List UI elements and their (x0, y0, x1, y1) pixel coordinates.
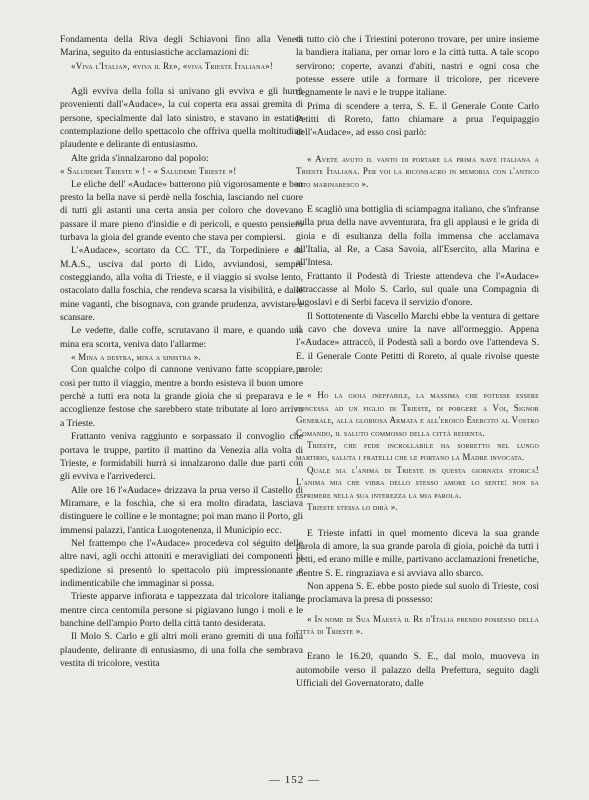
paragraph: Prima di scendere a terra, S. E. il Generale Conte Carlo Petitti di Roreto, fatto chiamare a prua l'equipaggio dell'«Audace», ad esso così parlò: (296, 100, 539, 139)
paragraph: « In nome di Sua Maestà il Re d'Italia prendo possesso della città di Trieste ». (296, 613, 539, 636)
paragraph: Fondamenta della Riva degli Schiavoni fino alla Veneta Marina, seguito da entusiastiche acclamazioni di: (60, 34, 303, 59)
paragraph: Trieste apparve infiorata e tappezzata dal tricolore italiano, mentre circa centomila persone si pigiavano lungo i moli e le banchine dell'ampio Porto della città tanto desiderata. (60, 591, 303, 629)
paragraph: Quale sia l'anima di Trieste in questa giornata storica! L'anima mia che vibra dello stesso amore lo sente: non sa esprimere nella sua interezza la mia parola. (296, 464, 539, 500)
paragraph: E scagliò una bottiglia di sciampagna italiano, che s'infranse sulla prua della nave avventurata, fra gli applausi e le grida di gioia e di esultanza della folla immensa che acclamava all'Italia, al Re, a Casa Savoia, all'Esercito, alla Marina e all'Intesa. (296, 203, 539, 269)
paragraph: Frattanto il Podestà di Trieste attendeva che l'«Audace» attraccasse al Molo S. Carlo, sul quale una Compagnia di Jugoslavi e di Serbi faceva il servizio d'onore. (296, 270, 539, 309)
paragraph: « Ho la gioia ineffabile, la massima che potesse essere concessa ad un figlio di Trieste, di porgere a Voi, Signor Generale, alla gloriosa Armata e all'eroico Esercito al Vostro Comando, il saluto commosso della città redenta. (296, 390, 540, 438)
paragraph: Le vedette, dalle coffe, scrutavano il mare, e quando una mina era scorta, veniva dato l'allarme: (60, 325, 303, 350)
paragraph: « Avete avuto il vanto di portare la prima nave italiana a Trieste Italiana. Per voi la riconsacro in memoria con l'antico rito marinaresco ». (296, 153, 539, 189)
paragraph: Il Sottotenente di Vascello Marchi ebbe la ventura di gettare il cavo che doveva unire la nave all'ormeggio. Appena l'«Audace» attraccò, il Podestà salì a bordo ove l'attendeva S. E. il Generale Conte Petitti di Roreto, al quale rivolse queste parole: (296, 310, 539, 376)
right-column (296, 33, 539, 690)
paragraph: Con qualche colpo di cannone venivano fatte scoppiare, e così per tutto il viaggio, mentre a bordo esisteva il buon umore perchè a tutti era nota la grande gioia che si preparava e le accoglienze festose che sarebbero state tributate al loro arrivo a Trieste. (60, 364, 303, 429)
paragraph: Frattanto veniva raggiunto e sorpassato il convoglio che portava le truppe, partito il mattino da Venezia alla volta di Trieste, e formidabili hurrà si innalzarono dalle due parti con gli evviva e l'arrivederci. (60, 431, 303, 483)
paragraph: Trieste, che fede incrollabile ha sorretto nel lungo martirio, saluta i fratelli che le portano la Madre invocata. (296, 440, 539, 463)
paragraph: Nel frattempo che l'«Audace» procedeva col séguito delle altre navi, agli occhi attoniti e meravigliati dei componenti la spedizione si presentò lo spettacolo più impressionante e indimenticabile che immaginar si possa. (60, 537, 303, 589)
paragraph: di tutto ciò che i Triestini poterono trovare, per unire insieme la bandiera italiana, per ornar loro e la città tutta. A tale scopo servirono: coperte, avanzi d'abiti, nastri e ogni cosa che potesse essere utile a formare il tricolore, per ricevere degnamente le navi e le truppe italiane. (296, 34, 539, 99)
paragraph: E Trieste infatti in quel momento diceva la sua grande parola di amore, la sua grande parola di gioia, poichè da tutti i petti, ed erano mille e mille, partivano acclamazioni frenetiche, mentre S. E. ringraziava e si avviava allo sbarco. (296, 527, 539, 579)
paragraph: Erano le 16.20, quando S. E., dal molo, muoveva in automobile verso il palazzo della Prefettura, seguito dagli Ufficiali del Governatorato, dalle (296, 651, 539, 690)
paragraph: « Mina a destra, mina a sinistra ». (71, 352, 201, 363)
paragraph: Il Molo S. Carlo e gli altri moli erano gremiti di una folla plaudente, delirante di entusiasmo, di una folla che sembrava vestita di tricolore, vestita (60, 631, 303, 669)
paragraph: Le eliche dell' «Audace» batterono più vigorosamente e ben presto la bella nave si perdè nella foschia, lasciando nel cuore di tutti gli astanti una certa ansia per coloro che dovevano passare il mare pieno d'insidie e di pericoli, e questo pensiero turbava la gioia del grande evento che stava per compiersi. (60, 178, 303, 243)
page-number: — 152 — (269, 774, 320, 786)
paragraph: Trieste stessa lo dirà ». (307, 502, 398, 513)
paragraph: Alle ore 16 l'«Audace» drizzava la prua verso il Castello di Miramare, e la foschìa, che si era molto diradata, lasciava distinguere le colline e le montagne; poi man mano il Porto, gli immensi palazzi, l'antica Luogotenenza, il Municipio ecc. (60, 484, 303, 536)
paragraph: L'«Audace», scortato da CC. TT., da Torpediniere e da M.A.S., usciva dal porto di Lido, avviandosi, sempre costeggiando, alla volta di Trieste, e il viaggio si svolse lento, ostacolato dalla foschia, che rendeva scarsa la visibilità, e dalle mine vaganti, che bisognava, con grande prudenza, avvistare e scansare. (60, 245, 303, 323)
paragraph: « Saludeme Trieste » ! - « Saludeme Trieste »! (60, 166, 237, 177)
paragraph: «Viva l'Italia», «viva il Re», «viva Trieste Italiana»! (71, 60, 274, 71)
paragraph: Agli evviva della folla si univano gli evviva e gli hurrà provenienti dall'«Audace», la cui coperta era assai gremita di persone, specialmente dal lato sinistro, e stavano in estatica contemplazione dello spettacolo che offriva quella moltitudine plaudente e delirante di entusiasmo. (60, 86, 303, 151)
paragraph: Non appena S. E. ebbe posto piede sul suolo di Trieste, così ne proclamava la presa di possesso: (296, 580, 539, 606)
paragraph: Alte grida s'innalzarono dal popolo: (71, 152, 209, 164)
left-column (60, 33, 303, 670)
